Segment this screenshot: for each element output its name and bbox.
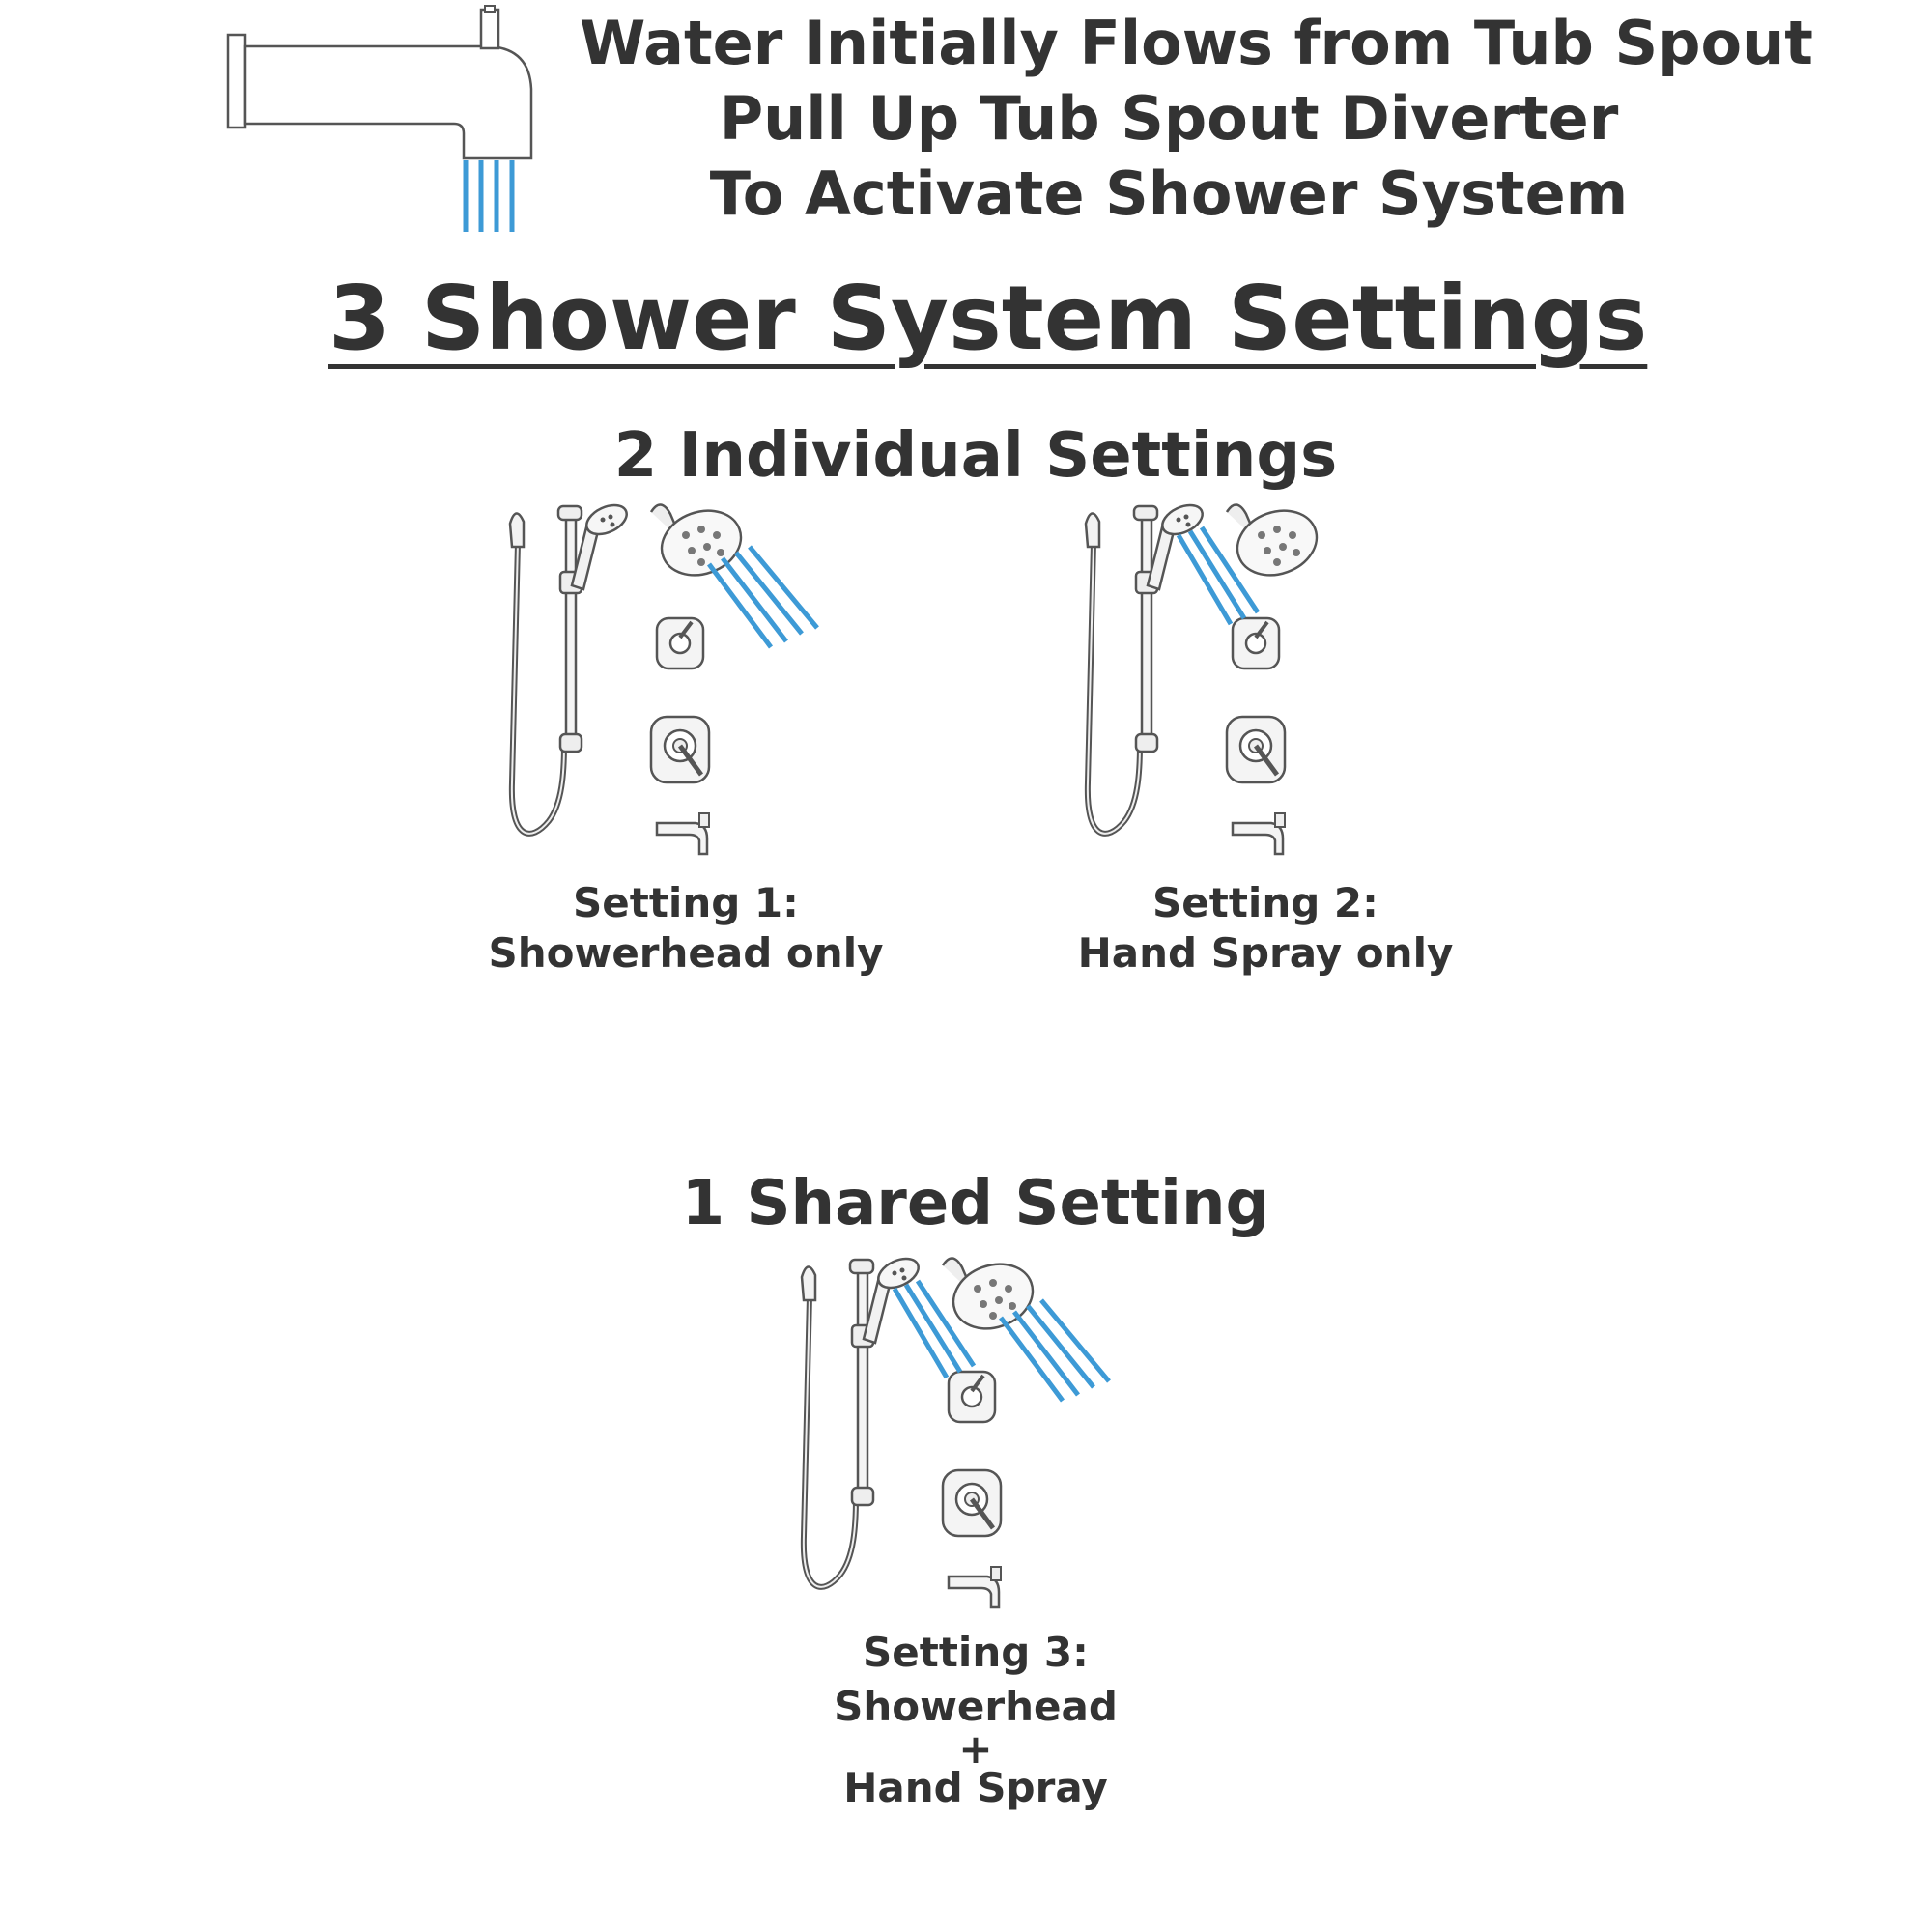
tub-spout-icon	[228, 6, 556, 238]
individual-settings-heading: 2 Individual Settings	[613, 420, 1338, 492]
intro-line-2: Pull Up Tub Spout Diverter	[719, 83, 1619, 154]
setting-3-label: Setting 3:	[863, 1629, 1089, 1676]
setting-3-illustration	[794, 1256, 1122, 1623]
setting-1-description: Showerhead only	[488, 929, 884, 977]
page-title: 3 Shower System Settings	[328, 267, 1648, 370]
shared-setting-heading: 1 Shared Setting	[681, 1168, 1270, 1239]
intro-line-1: Water Initially Flows from Tub Spout	[580, 8, 1813, 78]
setting-1-illustration	[502, 502, 831, 869]
setting-3-plus: +	[958, 1725, 993, 1773]
setting-2-label: Setting 2:	[1152, 879, 1378, 926]
setting-2-illustration	[1078, 502, 1406, 869]
showerhead-water-icon	[709, 547, 817, 647]
intro-line-3: To Activate Shower System	[709, 158, 1629, 229]
setting-3-line-1: Showerhead	[834, 1683, 1118, 1730]
setting-2-description: Hand Spray only	[1077, 929, 1454, 977]
setting-3-line-2: Hand Spray	[843, 1764, 1108, 1811]
setting-1-label: Setting 1:	[573, 879, 799, 926]
